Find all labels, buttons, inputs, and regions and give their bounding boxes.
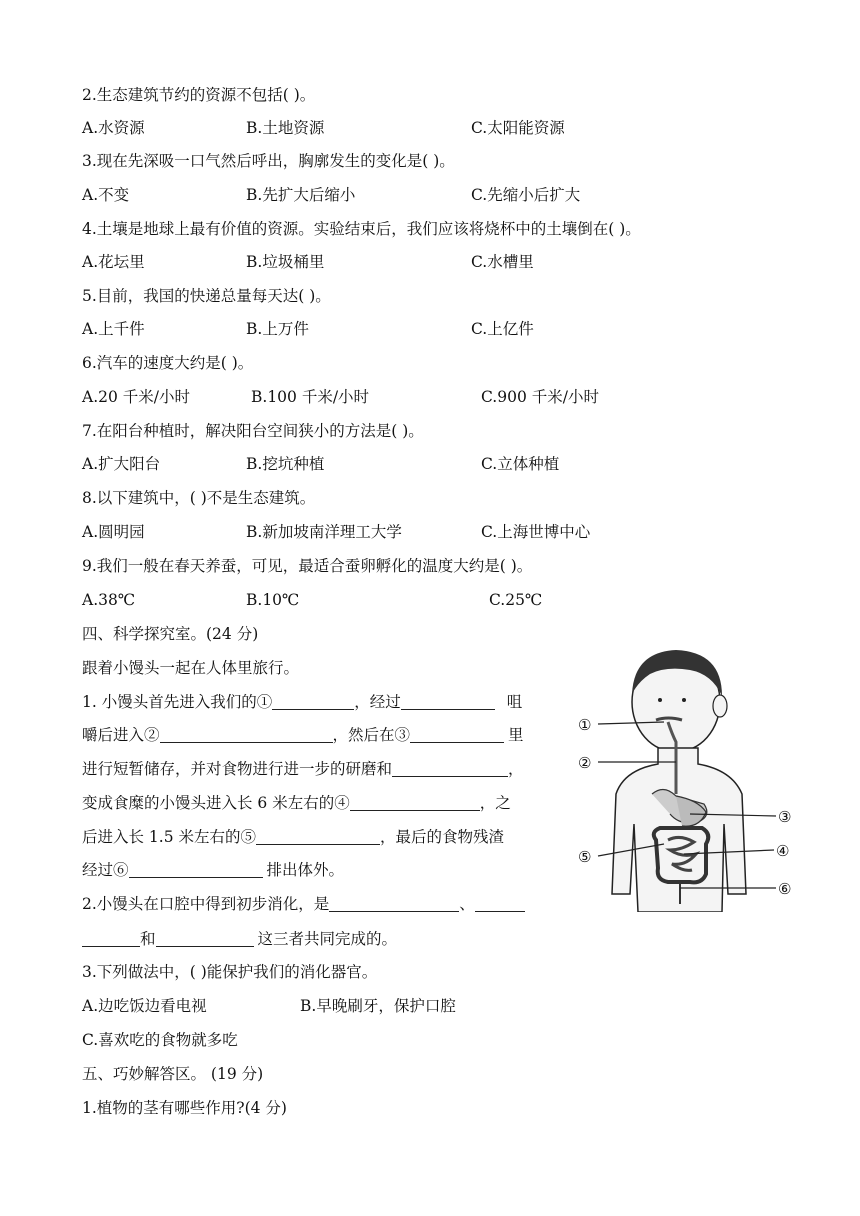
- s4-q3-option-b: B.早晚刷牙，保护口腔: [300, 997, 456, 1015]
- s4-q1-line-6: 经过⑥ 排出体外。: [82, 861, 345, 879]
- section-4-title: 四、科学探究室。(24 分): [82, 625, 259, 643]
- answer-blank-2[interactable]: [401, 693, 495, 710]
- q8-option-b: B.新加坡南洋理工大学: [246, 523, 402, 541]
- eye-right: [682, 698, 686, 702]
- s4-q1-line-3: 进行短暂储存，并对食物进行进一步的研磨和 ，: [82, 760, 524, 778]
- q3-option-a: A.不变: [82, 186, 130, 204]
- question-8: 8.以下建筑中，( )不是生态建筑。: [82, 489, 316, 507]
- answer-blank-11[interactable]: [156, 930, 254, 947]
- figure-label-5: ⑤: [578, 848, 592, 866]
- answer-blank-1[interactable]: [272, 693, 354, 710]
- figure-label-3: ③: [778, 808, 792, 826]
- q2-option-c: C.太阳能资源: [471, 119, 565, 137]
- s4-q3-option-a: A.边吃饭边看电视: [82, 997, 207, 1015]
- q2-option-a: A.水资源: [82, 119, 145, 137]
- question-5: 5.目前，我国的快递总量每天达( )。: [82, 287, 331, 305]
- q7-option-b: B.挖坑种植: [246, 455, 325, 473]
- q4-option-b: B.垃圾桶里: [246, 253, 325, 271]
- figure-label-6: ⑥: [778, 880, 792, 898]
- answer-blank-3[interactable]: [160, 726, 333, 743]
- question-4: 4.土壤是地球上最有价值的资源。实验结束后，我们应该将烧杯中的土壤倒在( )。: [82, 220, 641, 238]
- question-2: 2.生态建筑节约的资源不包括( )。: [82, 86, 316, 104]
- q3-option-b: B.先扩大后缩小: [246, 186, 356, 204]
- q7-option-c: C.立体种植: [481, 455, 560, 473]
- answer-blank-5[interactable]: [392, 760, 508, 777]
- answer-blank-10[interactable]: [475, 895, 525, 912]
- figure-label-1: ①: [578, 716, 592, 734]
- section-4-intro: 跟着小馒头一起在人体里旅行。: [82, 659, 300, 677]
- q6-option-c: C.900 千米/小时: [481, 388, 599, 406]
- answer-blank-7[interactable]: [256, 828, 380, 845]
- question-6: 6.汽车的速度大约是( )。: [82, 354, 254, 372]
- q4-option-a: A.花坛里: [82, 253, 145, 271]
- s4-q2-line-2: 和 这三者共同完成的。: [82, 928, 397, 950]
- s4-q1-line-4: 变成食糜的小馒头进入长 6 米左右的④ ，之: [82, 794, 511, 812]
- answer-blank-4[interactable]: [410, 726, 504, 743]
- s4-q2-line-1: 2.小馒头在口腔中得到初步消化，是 、: [82, 893, 525, 915]
- question-9: 9.我们一般在春天养蚕，可见，最适合蚕卵孵化的温度大约是( )。: [82, 557, 533, 575]
- q8-option-a: A.圆明园: [82, 523, 145, 541]
- q8-option-c: C.上海世博中心: [481, 523, 591, 541]
- q5-option-c: C.上亿件: [471, 320, 534, 338]
- q6-option-a: A.20 千米/小时: [82, 388, 190, 406]
- answer-blank-6[interactable]: [350, 794, 480, 811]
- q9-option-b: B.10℃: [246, 591, 300, 609]
- question-7: 7.在阳台种植时，解决阳台空间狭小的方法是( )。: [82, 422, 424, 440]
- s4-q1-line-2: 嚼后进入② ，然后在③ 里: [82, 726, 524, 744]
- q5-option-b: B.上万件: [246, 320, 309, 338]
- section-5-title: 五、巧妙解答区。 (19 分): [82, 1065, 264, 1083]
- s4-q1-line-1: 1. 小馒头首先进入我们的① ，经过 咀: [82, 693, 523, 711]
- q4-option-c: C.水槽里: [471, 253, 534, 271]
- answer-blank-10-cont[interactable]: [82, 930, 140, 947]
- answer-blank-9[interactable]: [329, 895, 459, 912]
- question-3: 3.现在先深吸一口气然后呼出，胸廓发生的变化是( )。: [82, 152, 455, 170]
- q3-option-c: C.先缩小后扩大: [471, 186, 581, 204]
- figure-label-2: ②: [578, 754, 592, 772]
- q7-option-a: A.扩大阳台: [82, 455, 161, 473]
- q5-option-a: A.上千件: [82, 320, 145, 338]
- q9-option-c: C.25℃: [489, 591, 543, 609]
- ear: [713, 695, 727, 717]
- figure-label-4: ④: [776, 842, 790, 860]
- s4-q1-line-5: 后进入长 1.5 米左右的⑤ ，最后的食物残渣: [82, 828, 505, 846]
- digestive-system-figure: [572, 644, 804, 912]
- s4-question-3: 3.下列做法中，( )能保护我们的消化器官。: [82, 963, 378, 981]
- q6-option-b: B.100 千米/小时: [251, 388, 370, 406]
- q9-option-a: A.38℃: [82, 591, 136, 609]
- eye-left: [658, 698, 662, 702]
- q2-option-b: B.土地资源: [246, 119, 325, 137]
- section-5-question-1: 1.植物的茎有哪些作用?(4 分): [82, 1099, 287, 1117]
- s4-q3-option-c: C.喜欢吃的食物就多吃: [82, 1031, 238, 1049]
- answer-blank-8[interactable]: [129, 861, 263, 878]
